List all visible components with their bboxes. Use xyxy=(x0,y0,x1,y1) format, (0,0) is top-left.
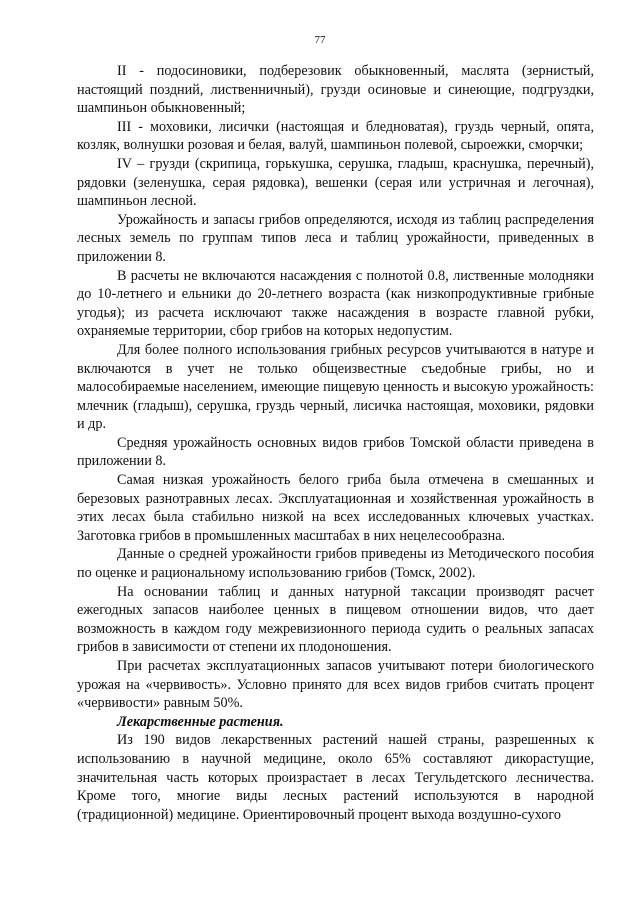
paragraph-full-use: Для более полного использования грибных ресурсов учитываются в натуре и включаются в учет не только общеизвестные съедобные грибы, но и малособираемые населением, имеющие пищевую ценность и высокую урожайность: млечник (гладыш), серушка, груздь черный, лисичка настоящая, моховики, рядовки и др. xyxy=(77,341,594,433)
paragraph-group-ii: II - подосиновики, подберезовик обыкновенный, маслята (зернистый, настоящий поздний, лиственничный), грузди осиновые и синеющие, подгруздки, шампиньон обыкновенный; xyxy=(77,63,594,117)
paragraph-medicinal-plants: Из 190 видов лекарственных растений нашей страны, разрешенных к использованию в научной медицине, около 65% составляют дикорастущие, значительная часть которых произрастает в лесах Тегульдетского лесничества. Кроме того, многие виды лесных растений используются в народной (традиционной) медицине. Ориентировочный процент выхода воздушно-сухого xyxy=(77,732,594,823)
paragraph-group-iv: IV – грузди (скрипица, горькушка, серушка, гладыш, краснушка, перечный), рядовки (зеленушка, серая рядовка), вешенки (серая или устричная и легочная), шампиньон лесной. xyxy=(77,155,594,210)
page-number: 77 xyxy=(314,34,326,46)
paragraph-exclusions: В расчеты не включаются насаждения с полнотой 0.8, лиственные молодняки до 10-летнего и ельники до 20-летнего возраста (как низкопродуктивные грибные угодья); из расчета исключают также насаждения в возрасте главной рубки, охраняемые территории, сбор грибов на которых недопустим. xyxy=(77,267,594,340)
paragraph-group-iii: III - моховики, лисички (настоящая и бледноватая), груздь черный, опята, козляк, волнушки розовая и белая, валуй, шампиньон полевой, сыроежки, сморчки; xyxy=(77,118,594,154)
paragraph-average-yield: Средняя урожайность основных видов грибов Томской области приведена в приложении 8. xyxy=(77,434,594,470)
paragraph-wormy-losses: При расчетах эксплуатационных запасов учитывают потери биологического урожая на «червивость». Условно принято для всех видов грибов считать процент «червивости» равным 50%. xyxy=(77,658,594,712)
page-body xyxy=(77,62,594,824)
section-heading: Лекарственные растения. xyxy=(117,713,284,730)
paragraph-data-source: Данные о средней урожайности грибов приведены из Методического пособия по оценке и рациональному использованию грибов (Томск, 2002). xyxy=(77,546,594,582)
paragraph-yield-determination: Урожайность и запасы грибов определяются, исходя из таблиц распределения лесных земель по группам типов леса и таблиц урожайности, приведенных в приложении 8. xyxy=(77,211,594,265)
paragraph-lowest-yield: Самая низкая урожайность белого гриба была отмечена в смешанных и березовых разнотравных лесах. Эксплуатационная и хозяйственная урожайность в этих лесах была стабильно низкой на всех исследованных ключевых участках. Заготовка грибов в промышленных масштабах в них нецелесообразна. xyxy=(77,472,594,544)
paragraph-calculation: На основании таблиц и данных натурной таксации производят расчет ежегодных запасов наиболее ценных в пищевом отношении видов, что дает возможность в каждом году межревизионного периода судить о реальных запасах грибов в зависимости от степени их плодоношения. xyxy=(77,583,594,656)
